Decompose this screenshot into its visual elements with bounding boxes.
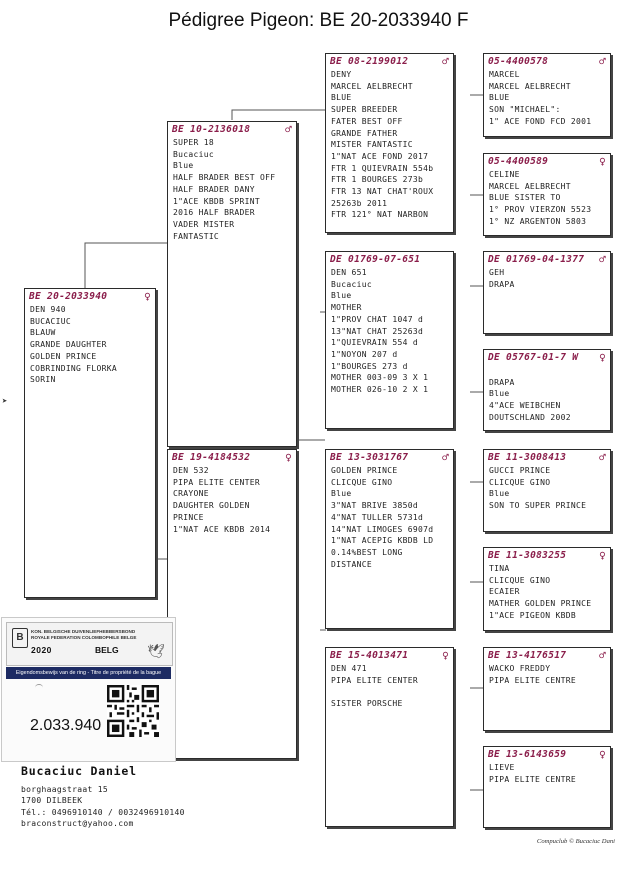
card-line: PIPA ELITE CENTER — [331, 675, 418, 685]
card-line: 4"NAT TULLER 5731d — [331, 512, 424, 522]
male-symbol-icon: ♂ — [442, 451, 449, 464]
ring-number: BE 11-3083255 — [488, 550, 567, 561]
card-line: Blue — [489, 389, 510, 399]
pigeon-card-subject — [24, 288, 156, 598]
page-title: Pédigree Pigeon: BE 20-2033940 F — [168, 10, 469, 31]
female-symbol-icon: ♀ — [599, 351, 606, 364]
card-line: GRANDE DAUGHTER — [30, 340, 107, 350]
ring-number: DE 01769-07-651 — [330, 254, 421, 265]
female-symbol-icon: ♀ — [599, 549, 606, 562]
pigeon-card-dam-sire — [325, 449, 454, 629]
card-line: FTR 121° NAT NARBON — [331, 210, 429, 220]
card-line: FATER BEST OFF — [331, 116, 403, 126]
ring-ownership-label — [1, 617, 176, 762]
card-line: 13"NAT CHAT 25263d — [331, 326, 424, 336]
card-line: BUCACIUC — [30, 316, 71, 326]
card-line: SUPER 18 — [173, 138, 214, 147]
card-line: 4"ACE WEIBCHEN — [489, 401, 561, 411]
card-line: MARCEL AELBRECHT — [331, 81, 413, 91]
federation-name-nl: KON. BELGISCHE DUIVENLIEFHEBBERSBOND — [31, 629, 136, 634]
card-line: MOTHER — [331, 303, 362, 313]
card-line: DEN 940 — [30, 305, 66, 314]
card-line: CLICQUE GINO — [489, 477, 551, 487]
male-symbol-icon: ♂ — [599, 253, 606, 266]
card-line: MARCEL AELBRECHT — [489, 181, 571, 191]
pigeon-card-g4-4 — [483, 349, 611, 431]
card-line: MISTER FANTASTIC — [331, 140, 413, 150]
pigeon-card-sire — [167, 121, 297, 447]
card-line: SISTER PORSCHE — [331, 699, 403, 709]
ownership-proof-banner: Eigendomsbewijs van de ring - Titre de propriété de la bague — [6, 667, 171, 679]
female-symbol-icon: ♀ — [285, 451, 292, 464]
card-line — [331, 686, 448, 698]
card-line: CRAYONE — [173, 489, 209, 499]
card-line: CELINE — [489, 170, 520, 179]
card-line: MOTHER 026-10 2 X 1 — [331, 385, 429, 395]
card-line — [489, 365, 605, 377]
card-line: SON TO SUPER PRINCE — [489, 501, 587, 511]
pigeon-card-g4-1 — [483, 53, 611, 137]
card-line: 1"ACE PIGEON KBDB — [489, 610, 576, 620]
card-line: DENY — [331, 70, 352, 79]
pigeon-card-g4-5 — [483, 449, 611, 532]
federation-logo-icon: B — [12, 628, 28, 648]
card-line: MOTHER 003-09 3 X 1 — [331, 373, 429, 383]
pigeon-card-g4-2 — [483, 153, 611, 236]
ring-number: BE 11-3008413 — [488, 452, 567, 463]
female-symbol-icon: ♀ — [442, 649, 449, 662]
card-line: GRANDE FATHER — [331, 128, 398, 138]
card-line: 1° PROV VIERZON 5523 — [489, 205, 592, 215]
software-credit: Compuclub © Bucaciuc Dani — [536, 838, 615, 845]
card-line: DOUTSCHLAND 2002 — [489, 412, 571, 422]
card-line: Blue — [331, 489, 352, 499]
ring-number: BE 13-6143659 — [488, 749, 567, 760]
pigeon-card-g4-3 — [483, 251, 611, 334]
ring-number: DE 05767-01-7 W — [488, 352, 579, 363]
owner-block — [21, 764, 185, 830]
card-line: WACKO FREDDY — [489, 664, 551, 673]
card-line: Bucaciuc — [331, 279, 372, 289]
owner-city: 1700 DILBEEK — [21, 796, 83, 806]
card-line: MATHER GOLDEN PRINCE — [489, 599, 592, 609]
card-line: FANTASTIC — [173, 231, 220, 241]
owner-email: braconstruct@yahoo.com — [21, 819, 134, 829]
male-symbol-icon: ♂ — [599, 649, 606, 662]
card-line: GOLDEN PRINCE — [30, 351, 97, 361]
ring-number: BE 08-2199012 — [330, 56, 409, 67]
card-line: BLAUW — [30, 328, 56, 338]
scan-mark-icon: ➤ — [2, 397, 8, 407]
punch-hole-icon — [35, 684, 43, 691]
card-line: 1"NAT ACE FOND 2017 — [331, 151, 429, 161]
owner-phone: Tél.: 0496910140 / 0032496910140 — [21, 807, 185, 817]
ring-number: BE 15-4013471 — [330, 650, 409, 661]
card-line: DISTANCE — [331, 559, 372, 569]
card-line: PIPA ELITE CENTRE — [489, 675, 576, 685]
female-symbol-icon: ♀ — [144, 290, 151, 303]
ring-number: DE 01769-04-1377 — [488, 254, 585, 265]
card-line: 1"BOURGES 273 d — [331, 361, 408, 371]
card-line: GEH — [489, 268, 505, 277]
card-line: FTR 13 NAT CHAT'ROUX — [331, 187, 434, 197]
federation-header — [6, 622, 173, 666]
card-line: ECAIER — [489, 587, 520, 597]
card-line: 2016 HALF BRADER — [173, 208, 255, 218]
ring-number: BE 20-2033940 — [29, 291, 108, 302]
pigeon-card-g4-6 — [483, 547, 611, 631]
card-line: SORIN — [30, 375, 56, 385]
ring-number: 05-4400589 — [488, 156, 549, 167]
ring-year: 2020 — [31, 645, 52, 655]
card-line: 1"ACE KBDB SPRINT — [173, 196, 260, 206]
card-line: HALF BRADER BEST OFF — [173, 173, 276, 183]
federation-name-fr: ROYALE FEDERATION COLOMBOPHILE BELGE — [31, 635, 137, 640]
card-line: DRAPA — [489, 279, 515, 289]
card-line: FTR 1 BOURGES 273b — [331, 175, 424, 185]
male-symbol-icon: ♂ — [285, 123, 292, 136]
card-line: 1"NOYON 207 d — [331, 349, 398, 359]
card-line: COBRINDING FLORKA — [30, 363, 117, 373]
card-line: PIPA ELITE CENTER — [173, 477, 260, 487]
card-line: DAUGHTER GOLDEN — [173, 501, 250, 511]
ring-number: BE 13-4176517 — [488, 650, 567, 661]
male-symbol-icon: ♂ — [442, 55, 449, 68]
card-line: FTR 1 QUIEVRAIN 554b — [331, 163, 434, 173]
ring-number: BE 13-3031767 — [330, 452, 409, 463]
card-line: Blue — [173, 161, 194, 171]
card-line: DEN 471 — [331, 664, 367, 673]
card-line: CLICQUE GINO — [489, 575, 551, 585]
ring-country: BELG — [95, 645, 119, 655]
card-line: 1° NZ ARGENTON 5803 — [489, 216, 587, 226]
pigeon-card-dam — [167, 449, 297, 759]
pigeon-logo-icon: 🕊 — [147, 643, 165, 659]
card-line: Bucaciuc — [173, 149, 214, 159]
card-line: 25263b 2011 — [331, 198, 388, 208]
card-line: TINA — [489, 564, 510, 573]
card-line: 1"NAT ACEPIG KBDB LD — [331, 536, 434, 546]
card-line: DEN 532 — [173, 466, 209, 475]
female-symbol-icon: ♀ — [599, 748, 606, 761]
card-line: VADER MISTER — [173, 219, 235, 229]
qr-code-icon — [107, 685, 159, 737]
male-symbol-icon: ♂ — [599, 451, 606, 464]
card-line: 14"NAT LIMOGES 6907d — [331, 524, 434, 534]
card-line: 1"QUIEVRAIN 554 d — [331, 338, 418, 348]
card-line: Blue — [489, 489, 510, 499]
card-line: BLUE SISTER TO — [489, 193, 561, 203]
card-line: Blue — [331, 291, 352, 301]
pigeon-card-dam-dam — [325, 647, 454, 827]
ring-number: 05-4400578 — [488, 56, 549, 67]
female-symbol-icon: ♀ — [599, 155, 606, 168]
male-symbol-icon: ♂ — [599, 55, 606, 68]
card-line: CLICQUE GINO — [331, 477, 393, 487]
ring-number: BE 19-4184532 — [172, 452, 251, 463]
card-line: BLUE — [331, 93, 352, 103]
card-line: MARCEL AELBRECHT — [489, 81, 571, 91]
card-line: 3"NAT BRIVE 3850d — [331, 501, 418, 511]
card-line: 1"PROV CHAT 1047 d — [331, 314, 424, 324]
ring-number-large: 2.033.940 — [30, 717, 102, 734]
ring-number: BE 10-2136018 — [172, 124, 251, 135]
card-line: SUPER BREEDER — [331, 105, 398, 115]
pigeon-card-g4-7 — [483, 647, 611, 731]
pigeon-card-sire-sire — [325, 53, 454, 233]
card-line: PIPA ELITE CENTRE — [489, 774, 576, 784]
card-line: MARCEL — [489, 70, 520, 79]
card-line: 1"NAT ACE KBDB 2014 — [173, 524, 271, 534]
card-line: HALF BRADER DANY — [173, 184, 255, 194]
card-line: GUCCI PRINCE — [489, 466, 551, 475]
pigeon-card-sire-dam — [325, 251, 454, 429]
card-line: 0.14%BEST LONG — [331, 547, 403, 557]
card-line: BLUE — [489, 93, 510, 103]
card-line: GOLDEN PRINCE — [331, 466, 398, 475]
card-line: 1" ACE FOND FCD 2001 — [489, 116, 592, 126]
owner-address: borghaagstraat 15 — [21, 785, 108, 794]
owner-name: Bucaciuc Daniel — [21, 764, 137, 778]
card-line: PRINCE — [173, 512, 204, 522]
card-line: DRAPA — [489, 377, 515, 387]
card-line: SON "MICHAEL": — [489, 105, 561, 115]
card-line: LIEVE — [489, 763, 515, 772]
card-line: DEN 651 — [331, 268, 367, 277]
pigeon-card-g4-8 — [483, 746, 611, 828]
